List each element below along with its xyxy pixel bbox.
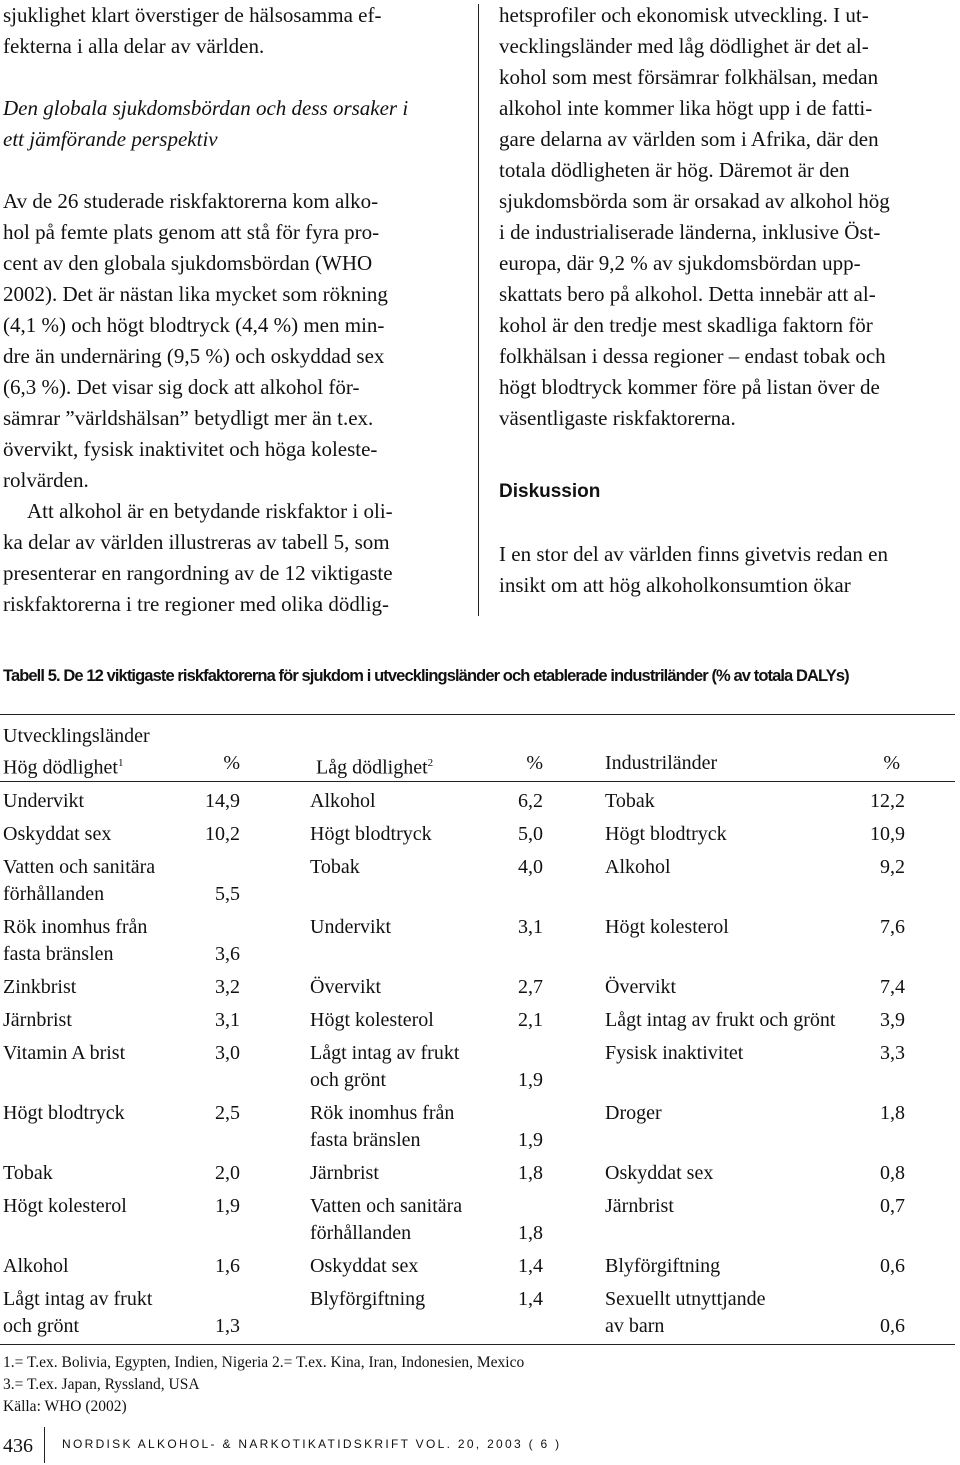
table-cell-factor: Alkohol bbox=[310, 790, 376, 812]
table-cell-value: 1,4 bbox=[518, 1288, 543, 1310]
table-cell-value: 1,9 bbox=[518, 1069, 543, 1091]
table-cell-factor: Droger bbox=[605, 1102, 662, 1124]
body-line: kohol som mest försämrar folkhälsan, medan bbox=[499, 65, 879, 89]
table-cell-factor: Oskyddat sex bbox=[3, 823, 112, 845]
body-line: Av de 26 studerade riskfaktorerna kom alko- bbox=[3, 189, 379, 213]
left-column bbox=[3, 0, 457, 620]
table-cell-value: 3,3 bbox=[880, 1042, 905, 1064]
table-cell-factor: Högt kolesterol bbox=[310, 1009, 434, 1031]
table-cell-value: 1,9 bbox=[215, 1195, 240, 1217]
body-line: I en stor del av världen finns givetvis redan en bbox=[499, 542, 888, 566]
table-cell-factor: Vatten och sanitära bbox=[310, 1195, 463, 1217]
header-industrial: Industriländer bbox=[605, 752, 718, 774]
header-percent: % bbox=[883, 752, 900, 774]
table-cell-factor: och grönt bbox=[310, 1069, 387, 1091]
table-cell-value: 10,2 bbox=[205, 823, 240, 845]
body-line: europa, där 9,2 % av sjukdomsbördan upp- bbox=[499, 251, 861, 275]
table-cell-value: 4,0 bbox=[518, 856, 543, 878]
table-cell-value: 2,5 bbox=[215, 1102, 240, 1124]
table-cell-value: 5,5 bbox=[215, 883, 240, 905]
body-line: väsentligaste riskfaktorerna. bbox=[499, 406, 736, 430]
table-cell-factor: Undervikt bbox=[3, 790, 85, 812]
table-cell-factor: Oskyddat sex bbox=[605, 1162, 714, 1184]
table-cell-factor: förhållanden bbox=[310, 1222, 412, 1244]
body-line: cent av den globala sjukdomsbördan (WHO bbox=[3, 251, 373, 275]
table-cell-value: 3,0 bbox=[215, 1042, 240, 1064]
body-line: totala dödligheten är hög. Däremot är den bbox=[499, 158, 850, 182]
body-line: övervikt, fysisk inaktivitet och höga koleste- bbox=[3, 437, 378, 461]
body-line: ka delar av världen illustreras av tabell 5, som bbox=[3, 530, 390, 554]
header-percent: % bbox=[223, 752, 240, 774]
body-line: högt blodtryck kommer före på listan över de bbox=[499, 375, 880, 399]
table-cell-factor: och grönt bbox=[3, 1315, 80, 1337]
body-line: gare delarna av världen som i Afrika, där den bbox=[499, 127, 879, 151]
table-cell-factor: Tobak bbox=[310, 856, 360, 878]
table-cell-value: 12,2 bbox=[870, 790, 905, 812]
table-cell-value: 1,9 bbox=[518, 1129, 543, 1151]
table-cell-factor: förhållanden bbox=[3, 883, 105, 905]
table-header-rule bbox=[0, 781, 955, 782]
table-cell-factor: Lågt intag av frukt bbox=[3, 1288, 153, 1310]
table-cell-factor: Rök inomhus från bbox=[3, 916, 148, 938]
table-cell-factor: Järnbrist bbox=[605, 1195, 674, 1217]
table-cell-factor: fasta bränslen bbox=[310, 1129, 421, 1151]
header-low-mortality: Låg dödlighet$^2$ bbox=[316, 756, 434, 779]
table-cell-value: 0,7 bbox=[880, 1195, 905, 1217]
body-line: (6,3 %). Det visar sig dock att alkohol för- bbox=[3, 375, 360, 399]
body-line: Att alkohol är en betydande riskfaktor i oli- bbox=[27, 499, 393, 523]
body-line: rolvärden. bbox=[3, 468, 89, 492]
table-cell-factor: Tobak bbox=[605, 790, 655, 812]
body-line: folkhälsan i dessa regioner – endast tobak och bbox=[499, 344, 886, 368]
table-cell-factor: Högt blodtryck bbox=[605, 823, 727, 845]
table-cell-factor: Rök inomhus från bbox=[310, 1102, 455, 1124]
body-line: riskfaktorerna i tre regioner med olika dödlig- bbox=[3, 592, 390, 616]
table-cell-factor: Zinkbrist bbox=[3, 976, 77, 998]
table-cell-factor: Alkohol bbox=[605, 856, 671, 878]
page-number: 436 bbox=[3, 1435, 33, 1457]
body-line: hol på femte plats genom att stå för fyra pro- bbox=[3, 220, 380, 244]
table-cell-value: 1,4 bbox=[518, 1255, 543, 1277]
table-cell-value: 0,8 bbox=[880, 1162, 905, 1184]
body-line: i de industrialiserade länderna, inklusive Öst- bbox=[499, 220, 881, 244]
table-cell-factor: Vatten och sanitära bbox=[3, 856, 156, 878]
table-cell-factor: Järnbrist bbox=[3, 1009, 72, 1031]
table-bottom-rule bbox=[0, 1344, 955, 1345]
table-cell-factor: Lågt intag av frukt och grönt bbox=[605, 1009, 836, 1031]
table-cell-value: 3,6 bbox=[215, 943, 240, 965]
header-high-mortality: Hög dödlighet$^1$ bbox=[3, 756, 124, 779]
table-cell-value: 2,7 bbox=[518, 976, 543, 998]
table-cell-value: 3,9 bbox=[880, 1009, 905, 1031]
table-notes bbox=[3, 1352, 524, 1418]
table-cell-value: 5,0 bbox=[518, 823, 543, 845]
table-cell-value: 3,1 bbox=[518, 916, 543, 938]
table-cell-value: 14,9 bbox=[205, 790, 240, 812]
table-cell-value: 1,8 bbox=[518, 1162, 543, 1184]
table-cell-factor: Vitamin A brist bbox=[3, 1042, 126, 1064]
table-cell-factor: Högt kolesterol bbox=[605, 916, 729, 938]
table-cell-factor: Oskyddat sex bbox=[310, 1255, 419, 1277]
table-cell-value: 7,4 bbox=[880, 976, 905, 998]
table-cell-value: 3,1 bbox=[215, 1009, 240, 1031]
body-line: presenterar en rangordning av de 12 viktigaste bbox=[3, 561, 393, 585]
table-cell-factor: Järnbrist bbox=[310, 1162, 379, 1184]
table-cell-value: 1,6 bbox=[215, 1255, 240, 1277]
note-line: 1.= T.ex. Bolivia, Egypten, Indien, Nigeria 2.= T.ex. Kina, Iran, Indonesien, Mexico bbox=[3, 1354, 525, 1371]
table-cell-value: 2,1 bbox=[518, 1009, 543, 1031]
table-cell-value: 9,2 bbox=[880, 856, 905, 878]
body-line: vecklingsländer med låg dödlighet är det al- bbox=[499, 34, 869, 58]
body-line: kohol är den tredje mest skadliga faktorn för bbox=[499, 313, 873, 337]
right-column bbox=[499, 0, 955, 601]
table-cell-factor: Alkohol bbox=[3, 1255, 69, 1277]
table-cell-value: 0,6 bbox=[880, 1255, 905, 1277]
table-cell-value: 1,8 bbox=[518, 1222, 543, 1244]
intro-line: fekterna i alla delar av världen. bbox=[3, 34, 265, 58]
column-divider bbox=[478, 4, 479, 616]
table-cell-factor: fasta bränslen bbox=[3, 943, 114, 965]
table-cell-factor: Fysisk inaktivitet bbox=[605, 1042, 744, 1064]
table-cell-factor: Högt kolesterol bbox=[3, 1195, 127, 1217]
table-cell-value: 10,9 bbox=[870, 823, 905, 845]
journal-title: NORDISK ALKOHOL- & NARKOTIKATIDSKRIFT VOL. 20, 2003 ( 6 ) bbox=[62, 1437, 562, 1451]
group-header: Utvecklingsländer bbox=[3, 725, 150, 747]
note-line: Källa: WHO (2002) bbox=[3, 1398, 127, 1415]
body-line: sämrar ”världshälsan” betydligt mer än t.ex. bbox=[3, 406, 374, 430]
table-cell-value: 1,3 bbox=[215, 1315, 240, 1337]
section-heading: Den globala sjukdomsbördan och dess orsaker i bbox=[3, 96, 409, 120]
table-cell-factor: Blyförgiftning bbox=[605, 1255, 721, 1277]
table-cell-factor: Lågt intag av frukt bbox=[310, 1042, 460, 1064]
body-line: alkohol inte kommer lika högt upp i de fatti- bbox=[499, 96, 873, 120]
table-cell-factor: av barn bbox=[605, 1315, 665, 1337]
body-line: insikt om att hög alkoholkonsumtion ökar bbox=[499, 573, 851, 597]
table-cell-factor: Undervikt bbox=[310, 916, 392, 938]
body-line: sjukdomsbörda som är orsakad av alkohol hög bbox=[499, 189, 890, 213]
discussion-heading: Diskussion bbox=[499, 481, 601, 502]
table-cell-factor: Blyförgiftning bbox=[310, 1288, 426, 1310]
body-line: (4,1 %) och högt blodtryck (4,4 %) men min- bbox=[3, 313, 385, 337]
header-percent: % bbox=[526, 752, 543, 774]
table-top-rule bbox=[0, 714, 955, 715]
table-cell-factor: Högt blodtryck bbox=[310, 823, 432, 845]
table-cell-factor: Övervikt bbox=[605, 976, 677, 998]
body-line: dre än undernäring (9,5 %) och oskyddad sex bbox=[3, 344, 385, 368]
footer-divider bbox=[44, 1427, 45, 1463]
section-heading: ett jämförande perspektiv bbox=[3, 127, 218, 151]
table-cell-value: 6,2 bbox=[518, 790, 543, 812]
body-line: skattats bero på alkohol. Detta innebär att al- bbox=[499, 282, 876, 306]
intro-line: sjuklighet klart överstiger de hälsosamma ef- bbox=[3, 3, 382, 27]
body-line: hetsprofiler och ekonomisk utveckling. I ut- bbox=[499, 3, 869, 27]
table-cell-factor: Sexuellt utnyttjande bbox=[605, 1288, 766, 1310]
table-cell-factor: Tobak bbox=[3, 1162, 53, 1184]
table-cell-value: 7,6 bbox=[880, 916, 905, 938]
table-cell-factor: Övervikt bbox=[310, 976, 382, 998]
table-cell-factor: Högt blodtryck bbox=[3, 1102, 125, 1124]
table-cell-value: 1,8 bbox=[880, 1102, 905, 1124]
table-cell-value: 2,0 bbox=[215, 1162, 240, 1184]
body-line: 2002). Det är nästan lika mycket som rökning bbox=[3, 282, 388, 306]
table-caption: Tabell 5. De 12 viktigaste riskfaktorerna för sjukdom i utvecklingsländer och etablerade industriländer (% av totala DALYs) bbox=[3, 667, 849, 685]
page-footer bbox=[0, 1425, 960, 1465]
table-cell-value: 3,2 bbox=[215, 976, 240, 998]
note-line: 3.= T.ex. Japan, Ryssland, USA bbox=[3, 1376, 200, 1393]
table-cell-value: 0,6 bbox=[880, 1315, 905, 1337]
